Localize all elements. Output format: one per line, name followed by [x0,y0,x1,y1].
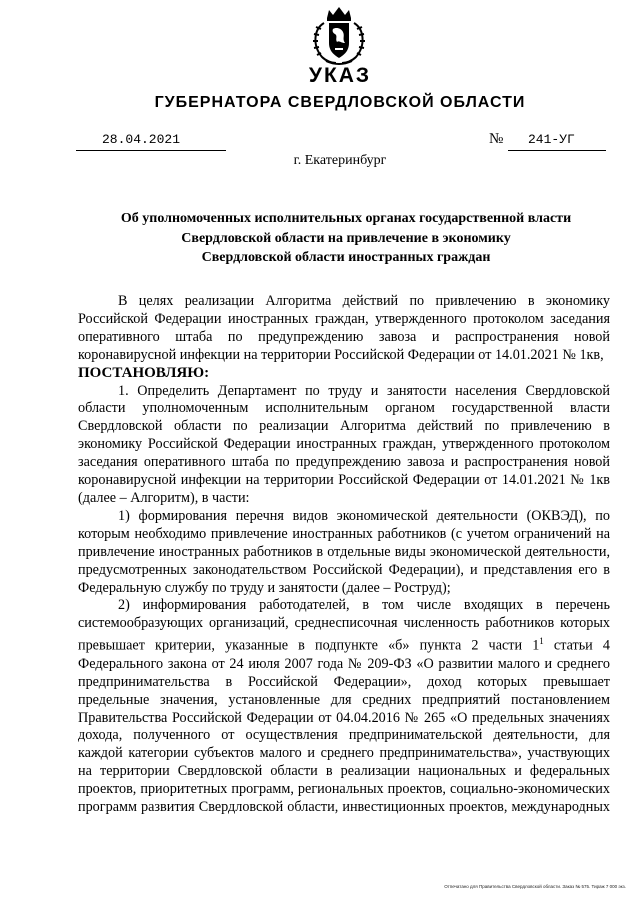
number-sign: № [489,131,504,147]
date-field [76,132,226,151]
decree-word: ПОСТАНОВЛЯЮ: [78,364,210,381]
item-1-paragraph: 1. Определить Департамент по труду и занятости населения Свердловской области уполномоченным исполнительным органом государственной власти Свердловской области по реализации Алгоритма действий по привлечению в экономику Российской Федерации иностранных граждан, утвержденного протоколом заседания оперативного штаба по предупреждению завоза и распространения новой коронавирусной инфекции на территории Российской Федерации от 14.01.2021 № 1кв (далее – Алгоритм), в части: [78,382,610,506]
document-number: 241-УГ [528,132,575,147]
subitem-2-text-a: 2) информирования работодателей, в том числе входящих в перечень системообразующих организаций, среднесписочная численность работников которых превышает критерии, указанные в подпункте «б» пункта 2 части 1 [78,597,610,654]
subitem-2-superscript: 1 [539,636,544,647]
intro-paragraph: В целях реализации Алгоритма действий по привлечению в экономику Российской Федерации иностранных граждан, утвержденного протоколом заседания оперативного штаба по предупреждению завоза и распространения новой коронавирусной инфекции на территории Российской Федерации от 14.01.2021 № 1кв, [78,293,610,363]
heading-line-1: Об уполномоченных исполнительных органах государственной власти [120,211,572,226]
print-note: Отпечатано для Правительства Свердловской области. Заказ № 575. Тираж 7 000 экз. [444,884,626,889]
document-title: УКАЗ [308,64,372,87]
coat-of-arms-icon [300,5,378,67]
subitem-2-text-b: статьи 4 Федерального закона от 24 июля 2007 года № 209-ФЗ «О развитии малого и среднего предпринимательства в Российской Федерации», доход которых превышает предельные значения, установленные для средних предприятий постановлением Правительства Российской Федерации от 04.04.2016 № 265 «О предельных значениях дохода, полученного от осуществления предпринимательской деятельности, для каждой категории субъектов малого и среднего предпринимательства», участвующих на территории Свердловской области в реализации национальных и федеральных проектов, приоритетных программ, региональных проектов, социально-экономических программ развития Свердловской области, инвестиционных проектов, международных [78,637,610,816]
city-line: г. Екатеринбург [293,153,387,168]
heading-line-3: Свердловской области иностранных граждан [201,250,491,265]
subitem-1-paragraph: 1) формирования перечня видов экономической деятельности (ОКВЭД), по которым необходимо привлечение иностранных работников (с учетом ограничений на привлечение иностранных работников в отдельные виды экономической деятельности, предусмотренных законодательством Российской Федерации), и представления его в Федеральную службу по труду и занятости (далее – Роструд); [78,507,610,596]
document-subtitle: ГУБЕРНАТОРА СВЕРДЛОВСКОЙ ОБЛАСТИ [154,94,526,111]
heading-line-2: Свердловской области на привлечение в экономику [181,230,511,246]
document-date: 28.04.2021 [102,132,181,147]
document-heading [96,209,596,268]
number-field [508,132,606,151]
subitem-2-paragraph [78,597,610,817]
document-body [78,293,610,817]
